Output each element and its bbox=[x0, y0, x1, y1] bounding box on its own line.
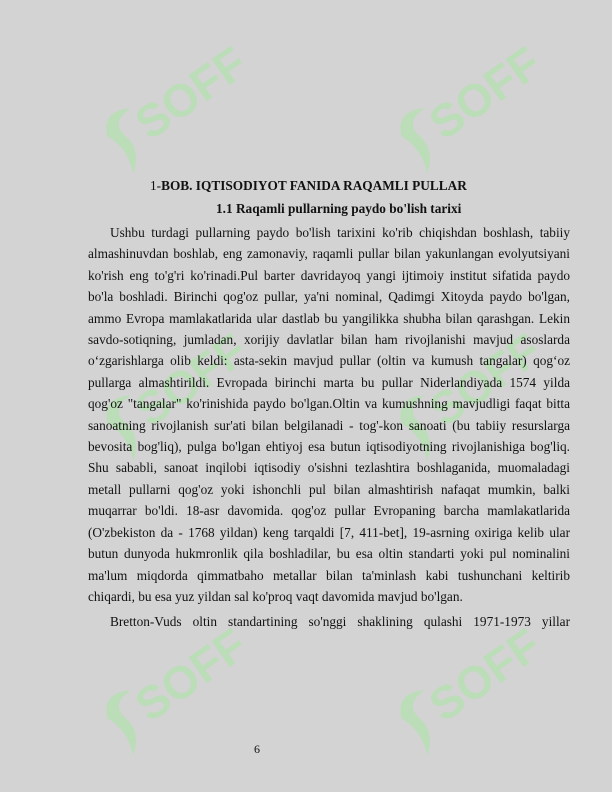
chapter-title: BOB. IQTISODIYOT FANIDA RAQAMLI PULLAR bbox=[161, 178, 467, 193]
watermark-text: SOFF bbox=[125, 323, 257, 437]
watermark-logo bbox=[372, 618, 551, 780]
page-body bbox=[88, 176, 570, 633]
paragraph: Ushbu turdagi pullarning paydo bo'lish tarixini ko'rib chiqishdan boshlash, tabiiy almashinuvdan boshlab, eng zamonaviy, raqamli pullar bilan yakunlangan evolyutsiyani ko'rish eng to'g'ri ko'rinadi.Pul barter davridayoq yangi ijtimoiy institut sifatida paydo bo'la boshladi. Birinchi qog'oz pullar, ya'ni nominal, Qadimgi Xitoyda paydo bo'lgan, ammo Evropa mamlakatlarida ular dastlab bu yangilikka shubha bilan qarashgan. Lekin savdo-sotiqning, jumladan, xorijiy davlatlar bilan ham rivojlanishi mavjud asoslarda o‘zgarishlarga olib keldi: asta-sekin mavjud pullar (oltin va kumush tangalar) qog‘oz pullarga almashtirildi. Evropada birinchi marta bu pullar Niderlandiyada 1574 yilda qog'oz "tangalar" ko'rinishida paydo bo'lgan.Oltin va kumushning mavjudligi faqat bitta sanoatning rivojlanish sur'ati bilan belgilanadi - tog'-kon sanoati (bu tabiiy resurslarga bevosita bog'liq), pulga bo'lgan ehtiyoj esa butun iqtisodiyotning rivojlanishiga bog'liq. Shu sababli, sanoat inqilobi iqtisodiy o'sishni tezlashtira boshlaganida, muomaladagi metall pullarni qog'oz yoki ishonchli pul bilan almashtirish nafaqat mumkin, balki muqarrar bo'ldi. 18-asr davomida. qog'oz pullar Evropaning barcha mamlakatlarida (O'zbekiston da - 1768 yildan) keng tarqaldi [7, 411-bet], 19-asrning oxiriga kelib ular butun dunyoda hukmronlik qila boshladilar, bu esa oltin standarti yoki pul nominalini ma'lum miqdorda qimmatbaho metallar bilan ta'minlash kabi tushunchani keltirib chiqardi, bu esa yuz yildan sal ko'proq vaqt davomida mavjud bo'lgan. bbox=[88, 225, 570, 604]
watermark-text: SOFF bbox=[419, 323, 551, 437]
watermark-text: SOFF bbox=[419, 36, 551, 150]
watermark-text: SOFF bbox=[125, 36, 257, 150]
page-number: 6 bbox=[254, 742, 260, 756]
watermark-text: SOFF bbox=[125, 618, 257, 732]
section-heading: 1.1 Raqamli pullarning paydo bo'lish tarixi bbox=[216, 201, 462, 216]
watermark-text: SOFF bbox=[419, 618, 551, 732]
chapter-number: 1- bbox=[150, 178, 162, 193]
paragraph: Bretton-Vuds oltin standartining so'nggi shaklining qulashi 1971-1973 yillar bbox=[110, 614, 570, 630]
chapter-heading bbox=[88, 176, 570, 195]
watermark-logo bbox=[78, 618, 257, 780]
